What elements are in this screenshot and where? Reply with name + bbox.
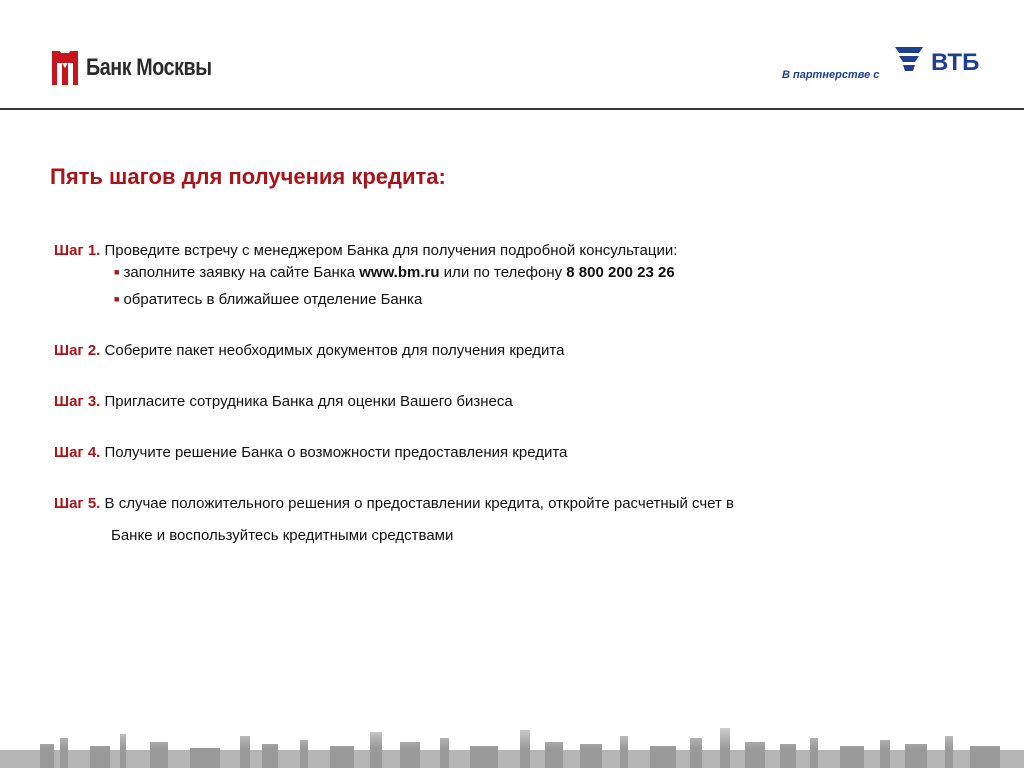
step-1 [54,242,677,259]
bullet-middle: или по телефону [439,264,567,281]
header-divider [0,108,1024,110]
bullet-text: обратитесь в ближайшее отделение Банка [123,291,423,308]
page-title: Пять шагов для получения кредита: [50,164,446,189]
step-4 [54,444,567,461]
step-label: Шаг 5. [54,495,101,512]
partner-name: ВТБ [931,49,980,76]
step-label: Шаг 2. [54,342,101,359]
step-1-bullet-2 [114,291,422,308]
partner-text: В партнерстве с [782,69,880,81]
step-text: Пригласите сотрудника Банка для оценки Вашего бизнеса [104,393,513,410]
step-2 [54,342,564,359]
step-label: Шаг 1. [54,242,101,259]
step-5-continuation: Банке и воспользуйтесь кредитными средствами [111,527,454,544]
bank-name: Банк Москвы [86,54,212,81]
site-link[interactable]: www.bm.ru [359,264,440,281]
bank-logo[interactable] [52,50,239,86]
step-text: Получите решение Банка о возможности предоставления кредита [104,444,568,461]
phone-number[interactable]: 8 800 200 23 26 [566,264,675,281]
step-1-bullet-1 [114,264,675,281]
step-5 [54,495,734,512]
step-3 [54,393,513,410]
vtb-logo-icon [893,45,929,75]
step-text: Соберите пакет необходимых документов для получения кредита [104,342,565,359]
bullet-prefix: заполните заявку на сайте Банка [123,264,360,281]
vtb-logo[interactable] [893,45,979,75]
city-skyline-icon [0,708,1024,768]
bullet-square-icon: ■ [114,267,120,277]
step-label: Шаг 3. [54,393,101,410]
bullet-square-icon: ■ [114,294,120,304]
bank-of-moscow-m-logo-icon [52,51,78,85]
header [0,0,1024,110]
step-label: Шаг 4. [54,444,101,461]
step-text: В случае положительного решения о предоставлении кредита, откройте расчетный счет в [104,495,735,512]
step-text: Проведите встречу с менеджером Банка для получения подробной консультации: [104,242,678,259]
